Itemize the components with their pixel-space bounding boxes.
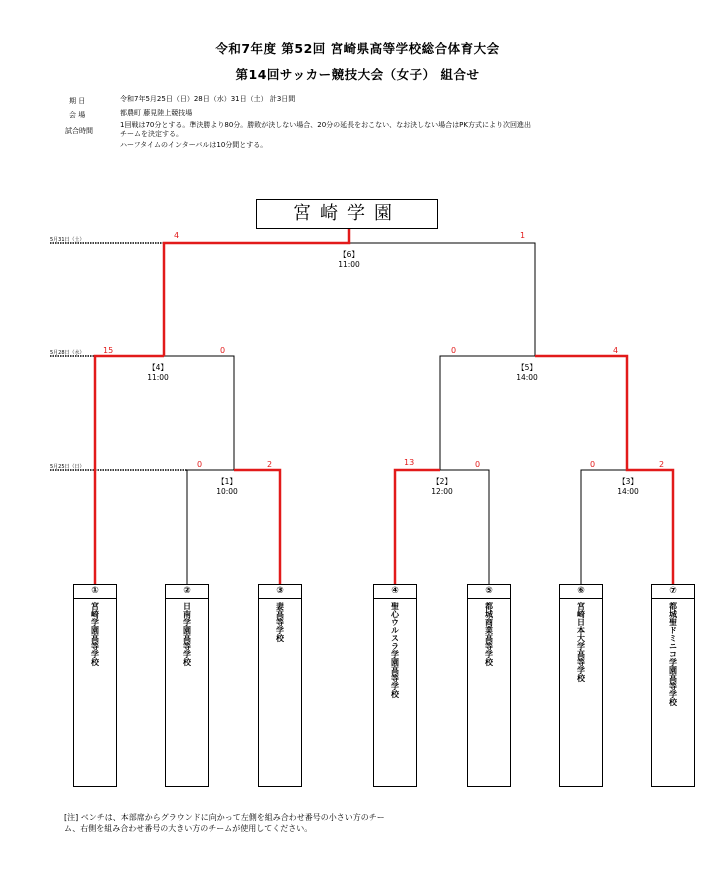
- team-number: ①: [74, 585, 116, 599]
- m2-right-score: 0: [475, 460, 481, 469]
- page-title: 令和7年度 第52回 宮崎県高等学校総合体育大会: [215, 41, 500, 56]
- team-name: 宮崎日本大学高等学校: [576, 602, 586, 682]
- time-text-3: ハーフタイムのインターバルは10分間とする。: [120, 141, 268, 149]
- team-box-6: [559, 584, 603, 787]
- first-date: 5月25日（日）: [50, 464, 85, 470]
- dates-text: 令和7年5月25日（日）28日（水）31日（土） 計3日間: [120, 95, 296, 103]
- match-1-info: [194, 477, 260, 497]
- team-number: ⑥: [560, 585, 602, 599]
- final-date: 5月31日（土）: [50, 237, 85, 243]
- team-box-5: [467, 584, 511, 787]
- team-box-3: [258, 584, 302, 787]
- match-3-label: 【3】: [618, 477, 638, 486]
- match-5-time: 14:00: [516, 373, 538, 382]
- match-5-label: 【5】: [517, 363, 537, 372]
- match-5-info: [494, 363, 560, 383]
- team-number: ⑦: [652, 585, 694, 599]
- team-number: ④: [374, 585, 416, 599]
- m4-right-score: 0: [220, 346, 226, 355]
- m6-left-score: 4: [174, 231, 180, 240]
- match-2-time: 12:00: [431, 487, 453, 496]
- m3-left-score: 0: [590, 460, 596, 469]
- team-name: 宮崎学園高等学校: [90, 602, 100, 666]
- match-4-info: [125, 363, 191, 383]
- team-box-1: [73, 584, 117, 787]
- team-box-2: [165, 584, 209, 787]
- team-box-7: [651, 584, 695, 787]
- win-path-m4-to-final: [164, 229, 349, 356]
- match-4-label: 【4】: [148, 363, 168, 372]
- venue-text: 都農町 藤見陸上競技場: [120, 109, 193, 117]
- team-number: ⑤: [468, 585, 510, 599]
- team-name: 都城商業高等学校: [484, 602, 494, 666]
- m2-left-score: 13: [404, 458, 415, 467]
- team-name: 聖心ウルスラ学園高等学校: [390, 602, 400, 698]
- venue-label: 会 場: [69, 111, 86, 119]
- dates-label: 期 日: [69, 97, 86, 105]
- match-6-label: 【6】: [339, 250, 359, 259]
- match-6-info: [316, 250, 382, 270]
- match-3-info: [595, 477, 661, 497]
- match-6-time: 11:00: [338, 260, 360, 269]
- m1-left-score: 0: [197, 460, 203, 469]
- match-1-time: 10:00: [216, 487, 238, 496]
- time-label: 試合時間: [65, 127, 93, 135]
- team-number: ③: [259, 585, 301, 599]
- team-name: 日南学園高等学校: [182, 602, 192, 666]
- m5-left-score: 0: [451, 346, 457, 355]
- time-text-1: 1回戦は70分とする。準決勝より80分。勝敗が決しない場合、20分の延長をおこない、なお決しない場合はPK方式により次回進出: [120, 121, 531, 129]
- footnote: [64, 812, 385, 834]
- m1-right-score: 2: [267, 460, 273, 469]
- team-name: 妻高等学校: [275, 602, 285, 642]
- team-number: ②: [166, 585, 208, 599]
- footnote-line-1: [注] ベンチは、本部席からグラウンドに向かって左側を組み合わせ番号の小さい方のチー: [64, 813, 385, 822]
- team-box-4: [373, 584, 417, 787]
- match-3-time: 14:00: [617, 487, 639, 496]
- footnote-line-2: ム、右側を組み合わせ番号の大きい方のチームが使用してください。: [64, 824, 313, 833]
- champion-box: 宮崎学園: [256, 199, 438, 229]
- page-subtitle: 第14回サッカー競技大会（女子） 組合せ: [235, 67, 480, 82]
- match-4-time: 11:00: [147, 373, 169, 382]
- m5-right-score: 4: [613, 346, 619, 355]
- m3-right-score: 2: [659, 460, 665, 469]
- team-name: 都城聖ドミニコ学園高等学校: [668, 602, 678, 706]
- match-2-info: [409, 477, 475, 497]
- match-2-label: 【2】: [432, 477, 452, 486]
- semi-date: 5月28日（水）: [50, 350, 85, 356]
- m6-right-score: 1: [520, 231, 526, 240]
- time-text-2: チームを決定する。: [120, 130, 183, 138]
- m4-left-score: 15: [103, 346, 114, 355]
- match-1-label: 【1】: [217, 477, 237, 486]
